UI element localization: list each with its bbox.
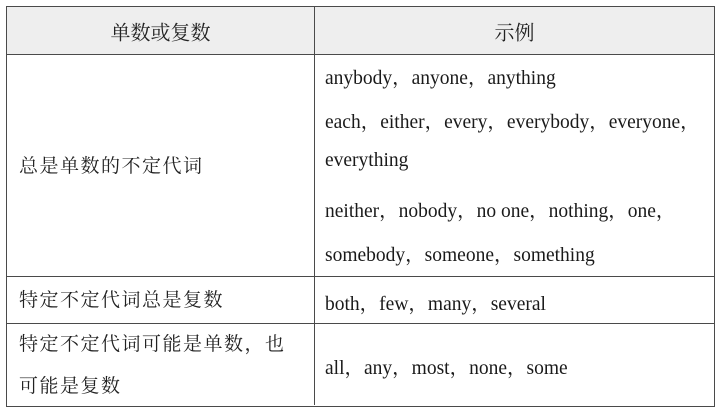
table-row [7,277,714,324]
header-category-label: 单数或复数 [110,20,211,44]
example-line: everything [325,150,409,171]
header-cell-category [7,7,315,54]
table-header-row [7,7,714,55]
category-text: 特定不定代词总是复数 [19,289,225,311]
header-examples-label: 示例 [494,20,535,44]
pronoun-table [6,6,715,407]
examples-cell [315,324,714,405]
category-text: 特定不定代词可能是单数，也可能是复数 [19,332,286,397]
category-cell [7,324,315,405]
examples-cell [315,55,714,276]
table-row [7,55,714,277]
example-line: both，few，many，several [325,294,546,315]
example-line: anybody，anyone，anything [325,68,556,89]
example-line: neither，nobody，no one，nothing，one， [325,201,676,222]
header-cell-examples [315,7,714,54]
example-line: all，any，most，none，some [325,358,568,379]
category-text: 总是单数的不定代词 [19,154,204,177]
examples-cell [315,277,714,323]
example-line: somebody，someone，something [325,245,595,266]
example-line: each，either，every，everybody，everyone， [325,112,700,133]
table-row [7,324,714,405]
category-cell [7,55,315,276]
category-cell [7,277,315,323]
